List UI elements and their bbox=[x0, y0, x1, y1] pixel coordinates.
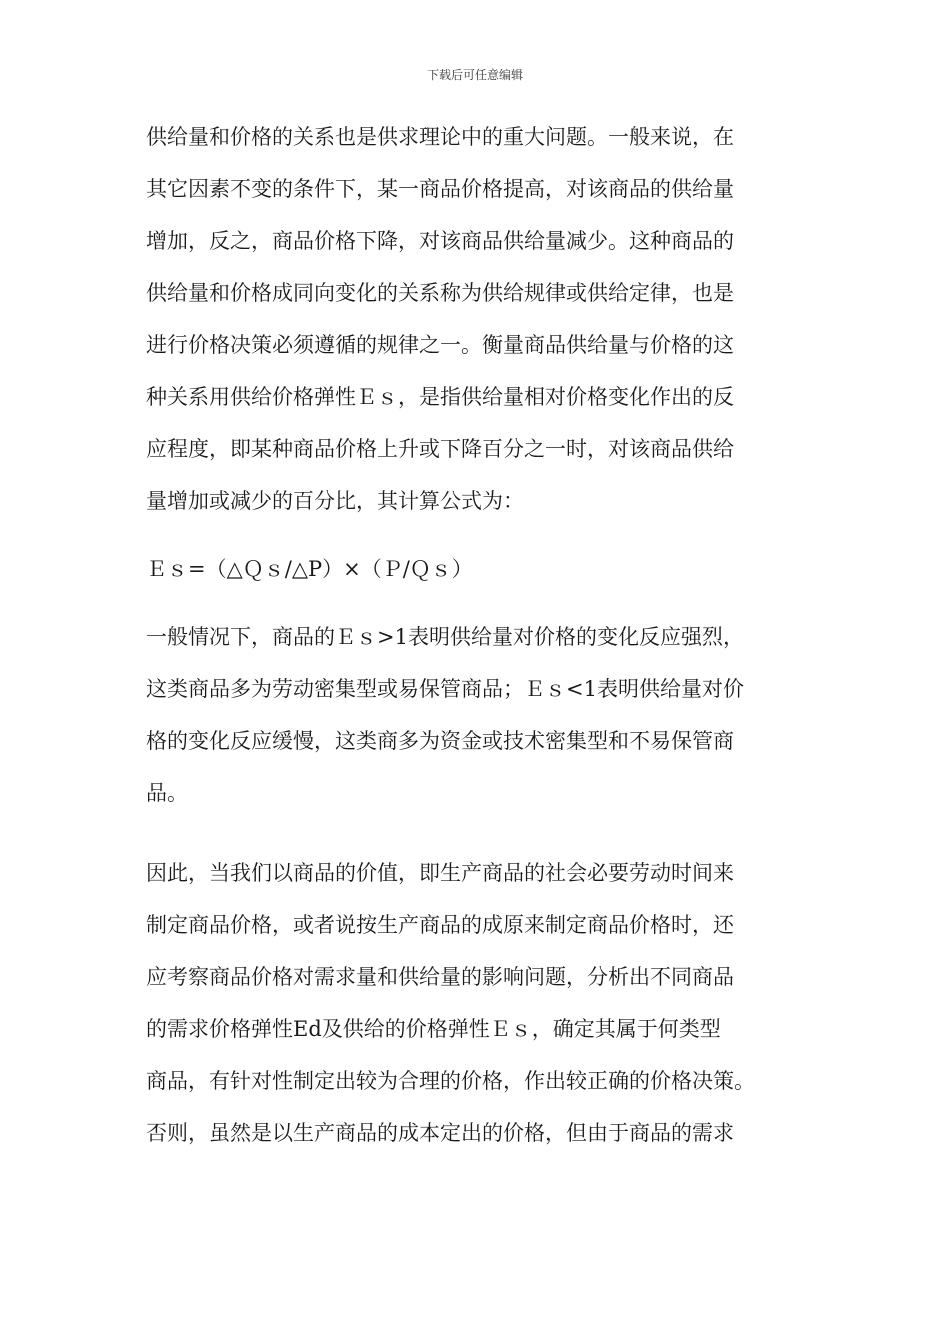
text-line: 增加，反之，商品价格下降，对该商品供给量减少。这种商品的 bbox=[146, 229, 734, 253]
text-line: 量增加或减少的百分比，其计算公式为： bbox=[146, 489, 524, 513]
paragraph-conclusion bbox=[146, 855, 806, 1167]
text-line: 应考察商品价格对需求量和供给量的影响问题，分析出不同商品 bbox=[146, 965, 734, 989]
text-line: 种关系用供给价格弹性Ｅｓ，是指供给量相对价格变化作出的反 bbox=[146, 385, 734, 409]
text-line: 制定商品价格，或者说按生产商品的成原来制定商品价格时，还 bbox=[146, 913, 734, 937]
text-line: 格的变化反应缓慢，这类商多为资金或技术密集型和不易保管商 bbox=[146, 729, 734, 753]
document-body bbox=[146, 119, 806, 1167]
text-line: 其它因素不变的条件下，某一商品价格提高，对该商品的供给量 bbox=[146, 177, 734, 201]
elasticity-formula: Ｅｓ=（△Ｑｓ/△P）×（Ｐ/Ｑｓ） bbox=[146, 557, 473, 581]
paragraph-supply-law bbox=[146, 119, 806, 535]
paragraph-spacer bbox=[146, 827, 806, 855]
text-line: 应程度，即某种商品价格上升或下降百分之一时，对该商品供给 bbox=[146, 437, 734, 461]
text-line: 供给量和价格的关系也是供求理论中的重大问题。一般来说，在 bbox=[146, 125, 734, 149]
page-header: 下载后可任意编辑 bbox=[426, 68, 523, 82]
text-line: 一般情况下，商品的Ｅｓ>1表明供给量对价格的变化反应强烈， bbox=[146, 625, 744, 649]
text-line: 否则，虽然是以生产商品的成本定出的价格，但由于商品的需求 bbox=[146, 1121, 734, 1145]
text-line: 因此，当我们以商品的价值，即生产商品的社会必要劳动时间来 bbox=[146, 861, 734, 885]
text-line: 商品，有针对性制定出较为合理的价格，作出较正确的价格决策。 bbox=[146, 1069, 755, 1093]
text-line: 这类商品多为劳动密集型或易保管商品；Ｅｓ<1表明供给量对价 bbox=[146, 677, 744, 701]
text-line: 的需求价格弹性Ed及供给的价格弹性Ｅｓ，确定其属于何类型 bbox=[146, 1017, 721, 1041]
text-line: 进行价格决策必须遵循的规律之一。衡量商品供给量与价格的这 bbox=[146, 333, 734, 357]
text-line: 供给量和价格成同向变化的关系称为供给规律或供给定律，也是 bbox=[146, 281, 734, 305]
text-line: 品。 bbox=[146, 781, 188, 805]
paragraph-elasticity-cases bbox=[146, 619, 806, 827]
